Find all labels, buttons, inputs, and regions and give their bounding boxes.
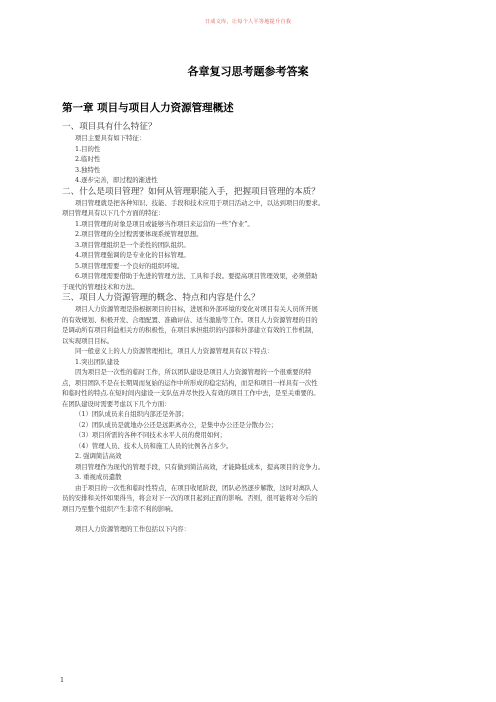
list-item: 4.项目管理强调的是专业化的目标管理。 <box>75 251 190 259</box>
question-3-heading: 三、项目人力资源管理的概念、特点和内容是什么？ <box>62 293 260 303</box>
list-item: 2.临时性 <box>75 155 101 163</box>
list-item: 2.项目管理的全过程需要体现系统管理思想。 <box>75 230 203 238</box>
question-2-heading: 二、什么是项目管理？如何从管理职能入手，把握项目管理的本质？ <box>62 186 320 197</box>
paragraph: 项目人力资源管理的工作包括以下内容： <box>75 525 191 533</box>
document-body <box>62 101 438 535</box>
paragraph-line: 项目乃至整个组织产生非常不利的影响。 <box>62 504 178 513</box>
chapter-title: 第一章 项目与项目人力资源管理概述 <box>62 102 234 114</box>
list-item: 4.逐步完善，即过程的渐进性 <box>75 176 158 184</box>
list-item: 6.项目管理需要借助于先进的管理方法、工具和手段。要提高项目管理效果，必须借助 <box>75 272 318 280</box>
paragraph-line: 以实现项目目标。 <box>62 336 114 345</box>
subheading: 3. 重视成员遣散 <box>75 473 122 481</box>
subheading: 2. 强调简洁高效 <box>75 452 122 460</box>
list-item: （3）项目所需的各种不同技术水平人员的费用如何； <box>75 431 227 439</box>
paragraph-line: 员的安排和关怀如果得当，将会对下一次的项目起到正面的影响。否则，很可能将对今后的 <box>62 494 318 502</box>
list-item: 5.项目管理需要一个良好的组织环境。 <box>75 261 184 270</box>
list-item: （4）管理人员、技术人员和施工人员的比例各占多少。 <box>75 441 233 450</box>
paragraph-line: 的有效规划、积极开发、合理配置、准确评估、适当激励等工作。项目人力资源管理的目的 <box>62 315 318 324</box>
paragraph-line: 项目人力资源管理是指根据项目的目标，进展和外部环境的变化对项目有关人员所开展 <box>75 305 318 313</box>
list-item: 3.项目管理组织是一个柔性的团队组织。 <box>75 240 190 249</box>
paragraph: 项目管理作为现代的管理手段，只有做到简洁高效，才能降低成本，提高项目的竞争力。 <box>75 462 325 471</box>
list-item: （2）团队成员是就地办公还是远距离办公，是集中办公还是分散办公； <box>75 420 278 429</box>
paragraph-line: 是调动所有项目利益相关方的积极性，在项目承担组织的内部和外部建立有效的工作机制， <box>62 326 318 334</box>
paragraph-line: 由于项目的一次性和临时性特点，在项目收尾阶段，团队必然逐步解散，这时对离队人 <box>75 483 318 492</box>
paragraph-line: 因为项目是一次性的临时工作，所以团队建设是项目人力资源管理的一个很重要的特 <box>75 368 312 376</box>
paragraph-line: 和临时性的特点.在短时间内建设一支队伍并尽快投入有效的项目工作中去，是至关重要的。 <box>62 389 320 397</box>
paragraph: 同一般意义上的人力资源管理相比，项目人力资源管理具有以下特点： <box>75 347 274 355</box>
page-number: 1 <box>60 676 65 684</box>
spacer <box>62 514 438 524</box>
paragraph: 于现代的管理技术和方法。 <box>62 282 139 291</box>
subheading: 1.突出团队建设 <box>75 357 120 366</box>
paragraph: 项目管理具有以下几个方面的特征： <box>62 209 165 217</box>
list-item: 1.目的性 <box>75 144 101 153</box>
document-title: 各章复习思考题参考答案 <box>187 65 309 78</box>
watermark-text: 日成文库，让每个人平等地提升自我 <box>204 19 292 25</box>
paragraph: 项目管理就是把各种知识、技能、手段和技术应用于项目活动之中，以达到项目的要求。 <box>75 198 325 207</box>
question-1-heading: 一、项目具有什么特征？ <box>62 122 157 132</box>
paragraph: 项目主要具有如下特征： <box>75 134 146 142</box>
list-item: （1）团队成员来自组织内部还是外部； <box>75 410 188 418</box>
list-item: 3.独特性 <box>75 165 101 174</box>
paragraph-line: 点，项目团队不是在长期周而复始的运作中所形成的稳定结构，而是和项目一样具有一次性 <box>62 378 318 387</box>
paragraph-line: 在团队建设时需要考虑以下几个方面： <box>62 399 171 408</box>
list-item: 1.项目管理的对象是项目或能够当作项目来运营的一些“作业”。 <box>75 219 254 228</box>
